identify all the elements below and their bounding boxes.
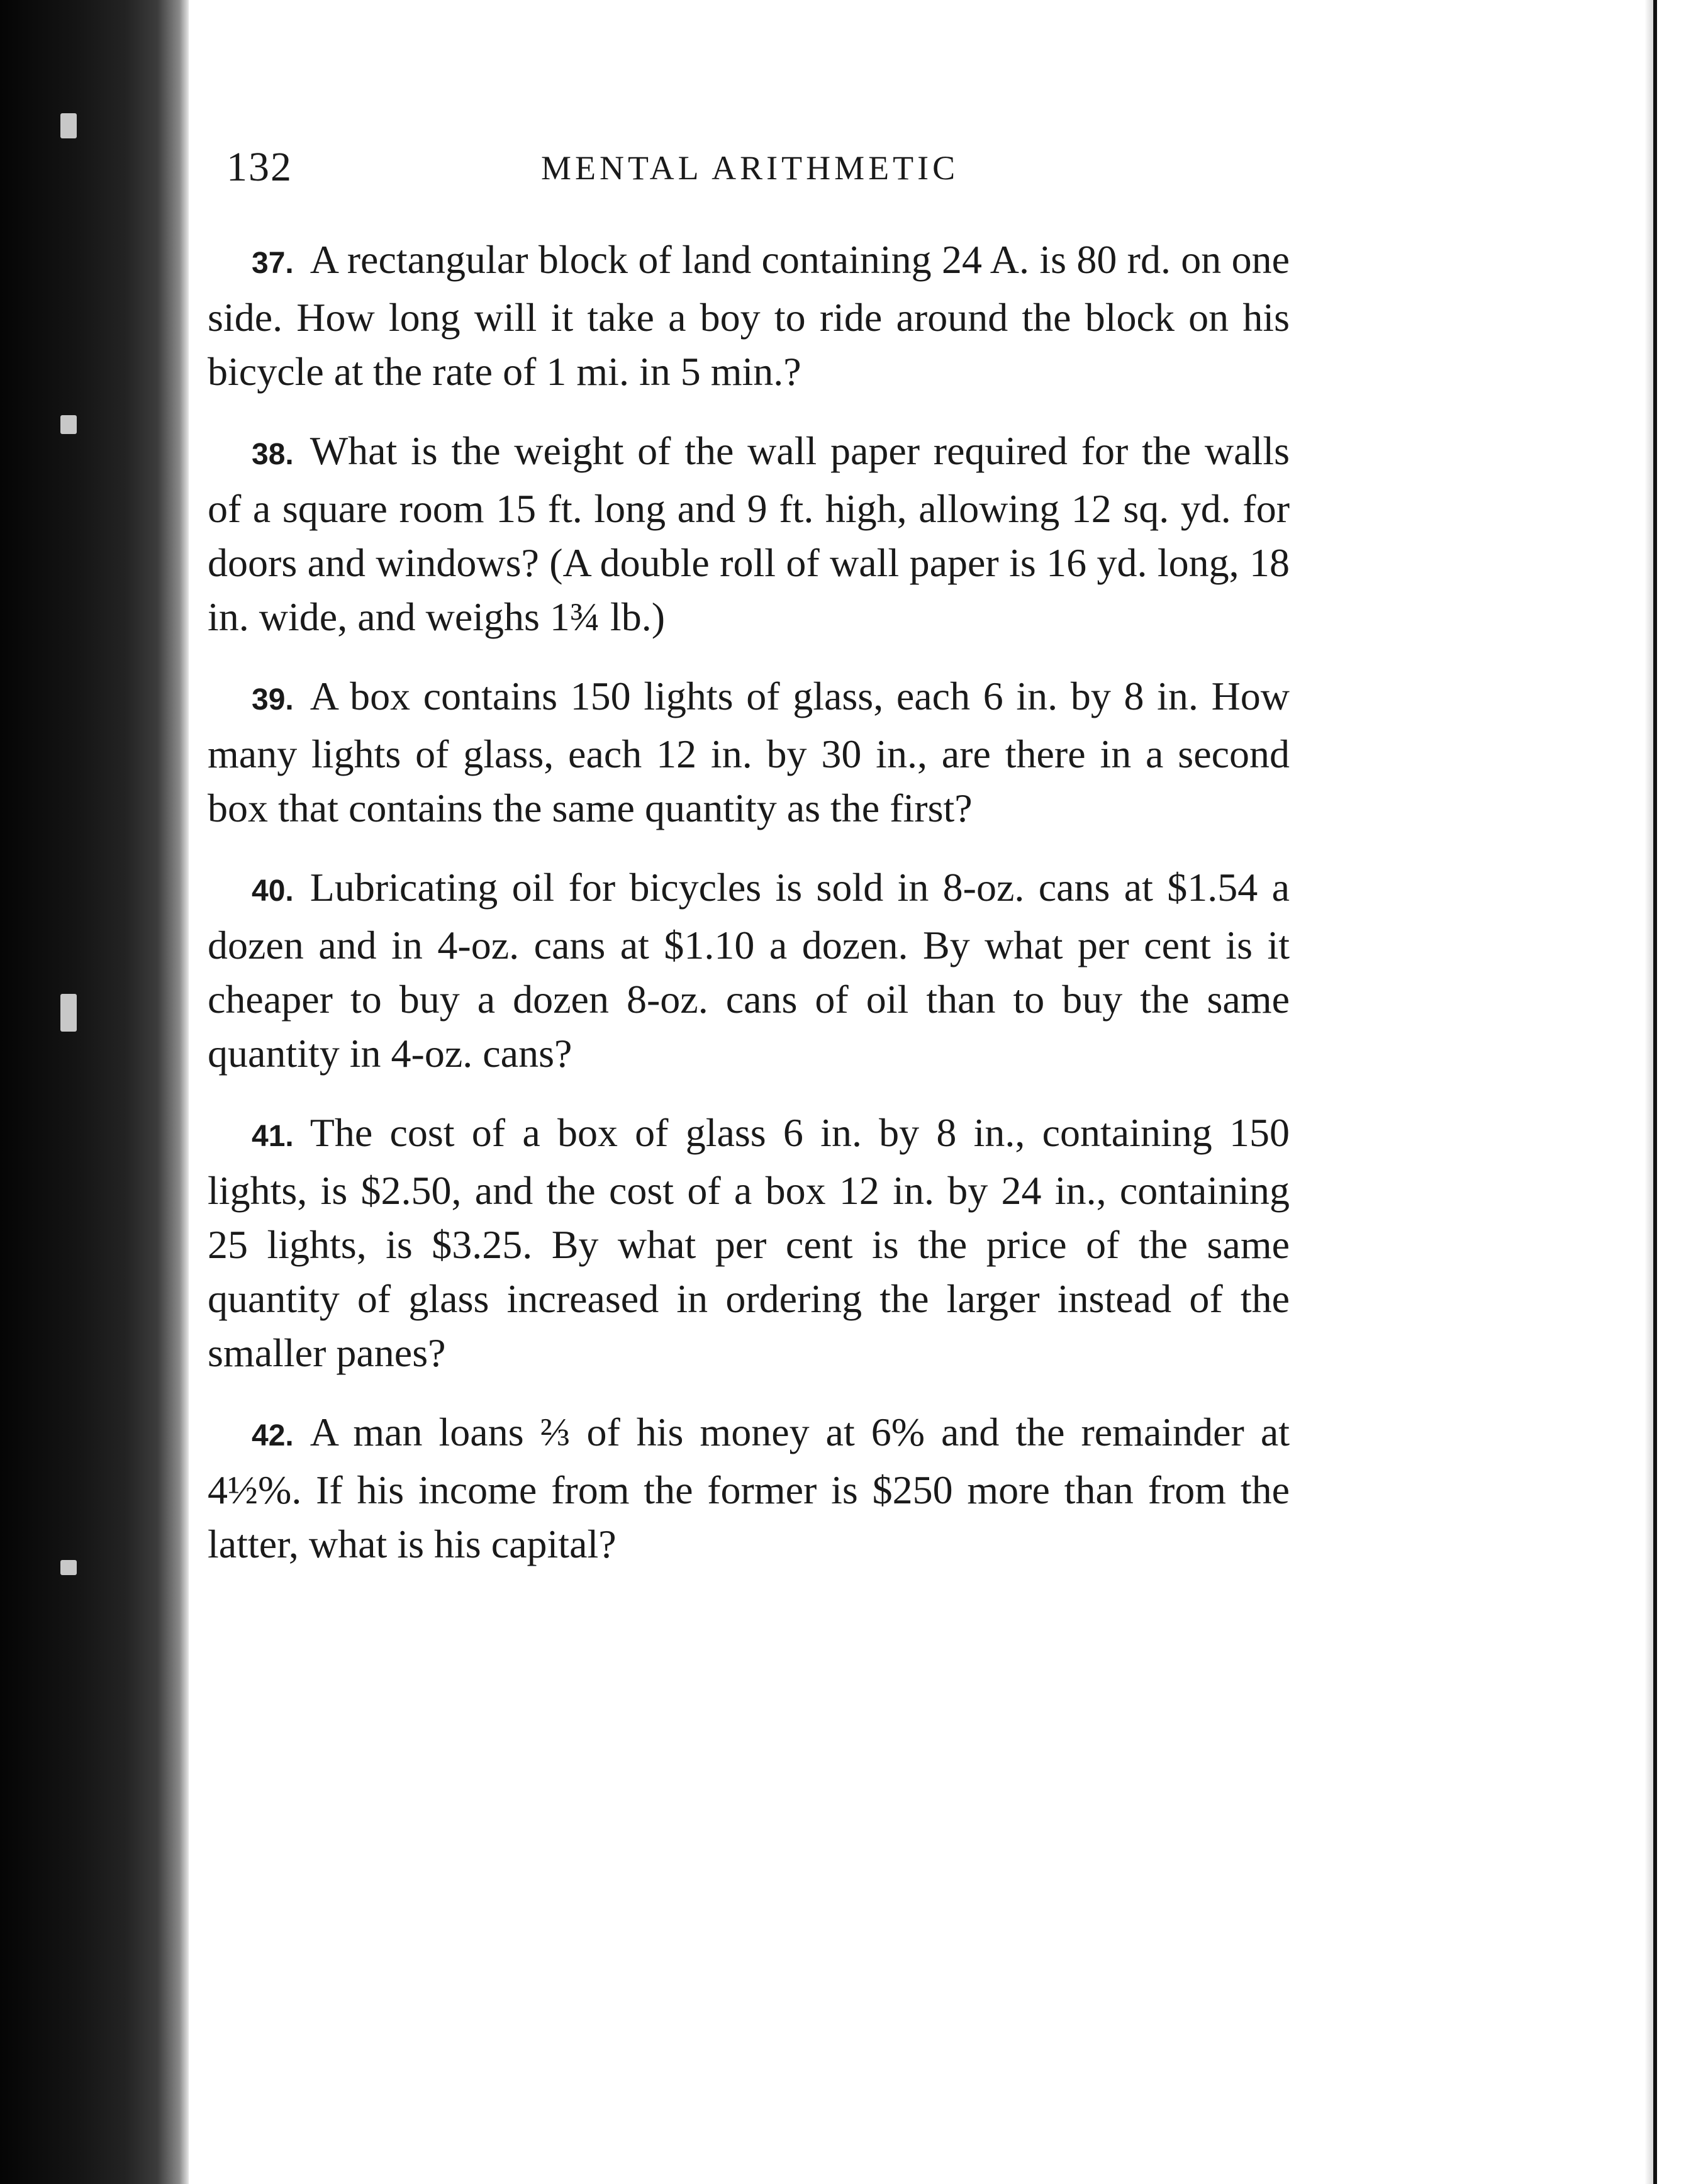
page-title: MENTAL ARITHMETIC — [541, 149, 959, 187]
problem-text: A rectangular block of land containing 24 A. is 80 rd. on one side. How long will it take a boy to ride around the block on his bicycle at the rate of 1 mi. in 5 min.? — [208, 237, 1290, 394]
page-right-edge — [1616, 0, 1691, 2184]
binding-mark — [60, 1560, 77, 1575]
page-number: 132 — [226, 144, 293, 190]
problem-text: A box contains 150 lights of glass, each 6 in. by 8 in. How many lights of glass, each 12 in. by 30 in., are there in a second box that contains the same quantity as the first? — [208, 674, 1290, 830]
problem-text: A man loans ⅔ of his money at 6% and the remainder at 4½%. If his income from the former is $250 more than from the latter, what is his capital? — [208, 1410, 1290, 1566]
problem-number: 41. — [252, 1120, 294, 1153]
page-edge-shadow — [1644, 0, 1653, 2184]
problem-38 — [208, 424, 1290, 644]
problem-number: 42. — [252, 1419, 294, 1452]
problem-40 — [208, 861, 1290, 1081]
problem-text: What is the weight of the wall paper required for the walls of a square room 15 ft. long and 9 ft. high, allowing 12 sq. yd. for doors and windows? (A double roll of wall paper is 16 yd. long, 18 in. wide, and weighs 1¾ lb.) — [208, 428, 1290, 639]
page-edge-line — [1653, 0, 1657, 2184]
problem-text: Lubricating oil for bicycles is sold in 8-oz. cans at $1.54 a dozen and in 4-oz. cans at $1.10 a dozen. By what per cent is it cheaper to buy a dozen 8-oz. cans of oil than to buy the same quantity in 4-oz. cans? — [208, 865, 1290, 1076]
problem-39 — [208, 669, 1290, 835]
problem-41 — [208, 1106, 1290, 1380]
running-head — [226, 143, 1170, 200]
problem-37 — [208, 233, 1290, 399]
problem-list — [208, 233, 1290, 1596]
problem-number: 38. — [252, 438, 294, 471]
problem-number: 39. — [252, 683, 294, 716]
binding-mark — [60, 415, 77, 434]
binding-mark — [60, 113, 77, 138]
binding-mark — [60, 994, 77, 1032]
book-binding-edge — [0, 0, 189, 2184]
problem-number: 37. — [252, 247, 294, 280]
problem-number: 40. — [252, 874, 294, 908]
problem-text: The cost of a box of glass 6 in. by 8 in., containing 150 lights, is $2.50, and the cost of a box 12 in. by 24 in., containing 25 lights, is $3.25. By what per cent is the price of the same quantity of glass increased in ordering the larger instead of the smaller panes? — [208, 1110, 1290, 1375]
problem-42 — [208, 1405, 1290, 1571]
